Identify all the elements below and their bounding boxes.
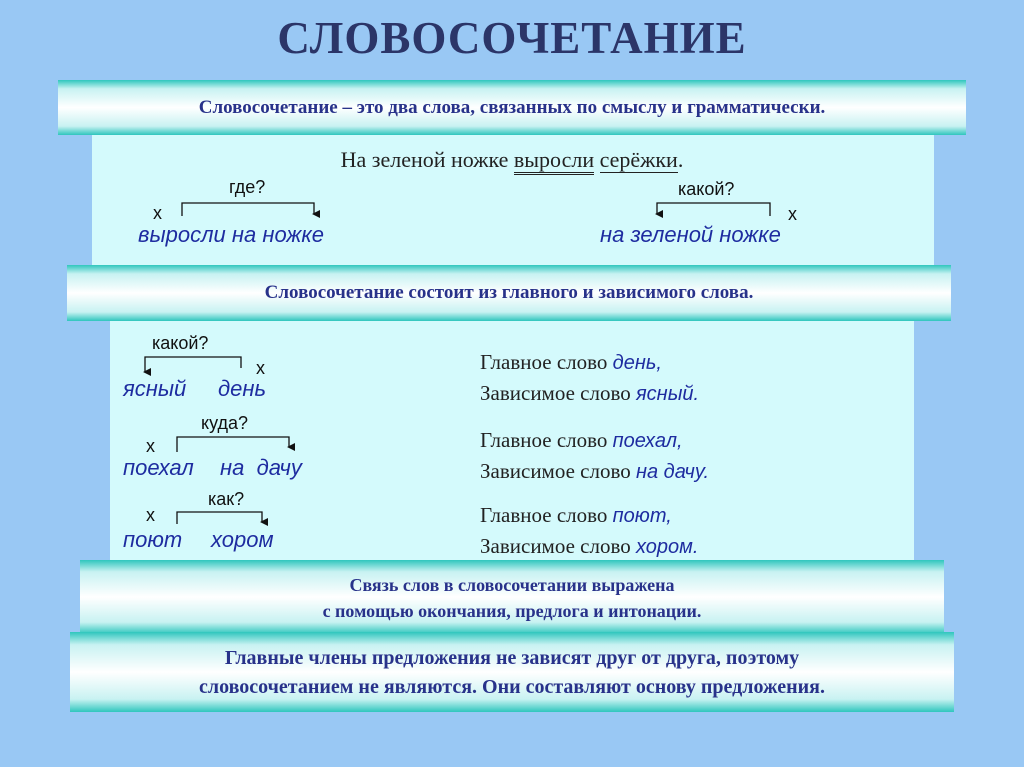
structure-text: Словосочетание состоит из главного и зависимого слова. [264, 282, 754, 303]
phrase-left-text: выросли на ножке [138, 222, 324, 247]
example-2-dependent-word: на дачу [220, 455, 302, 480]
example-3-dependent-word: хором [211, 527, 274, 552]
example-2-main-word: поехал [123, 455, 194, 480]
example-1-dependent-word: ясный [123, 376, 187, 401]
connection-band [80, 560, 944, 634]
example-1-main-mark: х [256, 358, 265, 378]
subject-band [70, 632, 954, 712]
example-3-main-mark: х [146, 505, 155, 525]
example-1-main-line: Главное слово день, [480, 350, 662, 374]
subject-line-2: словосочетанием не являются. Они составляют основу предложения. [199, 676, 825, 698]
example-2-main-line: Главное слово поехал, [480, 428, 683, 452]
example-3-main-line: Главное слово поют, [480, 503, 672, 527]
example-1-question: какой? [152, 333, 209, 353]
example-2-dependent-line: Зависимое слово на дачу. [480, 459, 710, 483]
structure-band [67, 265, 951, 321]
phrase-right-question: какой? [678, 179, 735, 199]
phrase-left-main-mark: х [153, 203, 162, 223]
example-1-main-word: день [218, 376, 267, 401]
slide-title: СЛОВОСОЧЕТАНИЕ [277, 13, 747, 63]
example-2-main-mark: х [146, 436, 155, 456]
predicate-word: выросли [514, 147, 594, 175]
subject-line-1: Главные члены предложения не зависят друг от друга, поэтому [224, 647, 800, 669]
phrase-right-main-mark: х [788, 204, 797, 224]
subject-word: серёжки [599, 147, 678, 172]
example-3-question: как? [208, 489, 245, 509]
example-3-dependent-line: Зависимое слово хором. [480, 534, 699, 558]
connection-line-2: с помощью окончания, предлога и интонации. [322, 601, 702, 621]
example-1-dependent-line: Зависимое слово ясный. [480, 381, 700, 405]
example-3-main-word: поют [123, 527, 183, 552]
example-2-question: куда? [201, 413, 249, 433]
phrase-left-question: где? [229, 177, 266, 197]
definition-text: Словосочетание – это два слова, связанных по смыслу и грамматически. [198, 97, 826, 118]
example-sentence: На зеленой ножке выросли серёжки. [0, 147, 1024, 173]
connection-line-1: Связь слов в словосочетании выражена [349, 575, 675, 595]
definition-band [58, 80, 966, 135]
phrase-right-text: на зеленой ножке [600, 222, 781, 247]
